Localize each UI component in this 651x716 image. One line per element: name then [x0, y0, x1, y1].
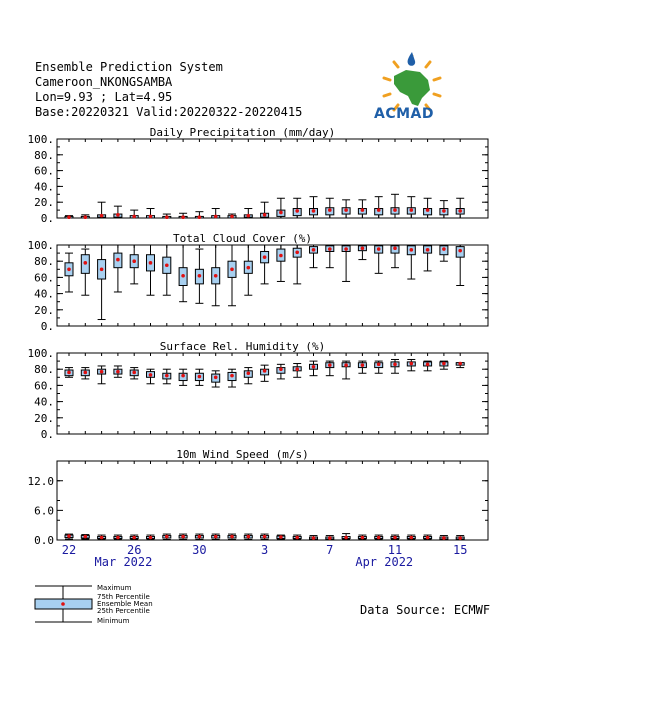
- mean-marker: [312, 365, 316, 369]
- box-day-17: [342, 200, 350, 218]
- box-day-3: [114, 245, 122, 292]
- panel-2: [28, 232, 489, 333]
- box-day-12: [261, 534, 269, 539]
- box-day-18: [358, 535, 366, 539]
- mean-marker: [100, 370, 104, 374]
- box-day-19: [375, 245, 383, 273]
- box-day-1: [81, 249, 89, 295]
- box-day-19: [375, 535, 383, 539]
- mean-marker: [328, 536, 332, 540]
- mean-marker: [393, 246, 397, 250]
- box-day-22: [424, 535, 432, 539]
- mean-marker: [181, 535, 185, 539]
- y-tick-label: 40.: [34, 180, 54, 194]
- y-tick-label: 0.0: [34, 534, 54, 547]
- y-tick-label: 80.: [34, 255, 54, 269]
- box-day-10: [228, 214, 236, 218]
- x-tick-label: 11: [387, 543, 403, 557]
- x-tick-label: 30: [192, 543, 207, 557]
- box-day-14: [293, 535, 301, 539]
- box-day-12: [261, 202, 269, 218]
- mean-marker: [149, 373, 153, 377]
- mean-marker: [247, 371, 251, 375]
- box-day-5: [147, 369, 155, 384]
- mean-marker: [100, 536, 104, 540]
- mean-marker: [279, 254, 283, 258]
- box-day-22: [424, 245, 432, 271]
- mean-marker: [67, 268, 71, 272]
- x-tick-label: 7: [326, 543, 334, 557]
- mean-marker: [116, 536, 120, 540]
- box-day-7: [179, 245, 187, 302]
- mean-marker: [328, 247, 332, 251]
- panel-4: [28, 448, 489, 547]
- mean-marker: [181, 374, 185, 378]
- box-day-11: [244, 245, 252, 295]
- box-day-17: [342, 245, 350, 281]
- box-day-0: [65, 253, 73, 292]
- mean-marker: [132, 371, 136, 375]
- mean-marker: [361, 246, 365, 250]
- box-day-18: [358, 200, 366, 218]
- y-tick-label: 80.: [34, 148, 54, 162]
- y-tick-label: 20.: [34, 303, 54, 317]
- panel-3: [28, 340, 489, 441]
- box-day-16: [326, 245, 334, 268]
- mean-marker: [198, 375, 202, 379]
- box-day-21: [407, 245, 415, 279]
- box-day-0: [65, 534, 73, 539]
- box-day-15: [310, 536, 318, 540]
- box-day-9: [212, 371, 220, 387]
- x-tick-label: 15: [452, 543, 468, 557]
- box-day-23: [440, 201, 448, 218]
- mean-marker: [198, 274, 202, 278]
- mean-marker: [328, 363, 332, 367]
- mean-marker: [442, 247, 446, 251]
- month-label: Apr 2022: [355, 555, 414, 569]
- box-day-3: [114, 535, 122, 539]
- mean-marker: [116, 213, 120, 217]
- mean-marker: [393, 363, 397, 367]
- box-day-16: [326, 198, 334, 218]
- mean-marker: [442, 536, 446, 540]
- box-day-5: [147, 245, 155, 295]
- mean-marker: [458, 209, 462, 213]
- y-tick-label: 60.: [34, 379, 54, 393]
- x-tick-label: 22: [61, 543, 77, 557]
- mean-marker: [361, 208, 365, 212]
- mean-marker: [458, 362, 462, 366]
- box-day-4: [130, 535, 138, 539]
- box-day-9: [212, 534, 220, 539]
- mean-marker: [295, 209, 299, 213]
- box-day-2: [98, 366, 106, 384]
- mean-marker: [116, 258, 120, 262]
- box-day-0: [65, 215, 73, 219]
- box-day-2: [98, 535, 106, 539]
- mean-marker: [426, 208, 430, 212]
- y-tick-label: 100.: [27, 239, 54, 252]
- box-day-10: [228, 534, 236, 539]
- y-tick-label: 40.: [34, 395, 54, 409]
- box-day-1: [81, 535, 89, 539]
- mean-marker: [328, 208, 332, 212]
- box-day-16: [326, 361, 334, 376]
- box-day-20: [391, 194, 399, 218]
- mean-marker: [426, 536, 430, 540]
- mean-marker: [410, 208, 414, 212]
- box-day-24: [456, 536, 464, 540]
- box-day-21: [407, 359, 415, 370]
- header-station: Cameroon_NKONGSAMBA: [35, 75, 173, 89]
- mean-marker: [181, 274, 185, 278]
- mean-marker: [149, 215, 153, 219]
- data-source: Data Source: ECMWF: [360, 603, 491, 617]
- mean-marker: [230, 374, 234, 378]
- y-tick-label: 0.: [40, 320, 54, 333]
- mean-marker: [344, 363, 348, 367]
- mean-marker: [295, 250, 299, 254]
- y-tick-label: 100.: [27, 133, 54, 146]
- box-day-1: [81, 368, 89, 379]
- mean-marker: [458, 249, 462, 253]
- mean-marker: [393, 208, 397, 212]
- legend-max-label: Maximum: [97, 584, 132, 592]
- box-day-6: [163, 534, 171, 539]
- box-day-4: [130, 210, 138, 218]
- legend-min-label: Minimum: [97, 617, 130, 625]
- box-day-2: [98, 202, 106, 218]
- mean-marker: [458, 536, 462, 540]
- mean-marker: [149, 536, 153, 540]
- box-day-17: [342, 534, 350, 540]
- month-label: Mar 2022: [94, 555, 153, 569]
- mean-marker: [116, 370, 120, 374]
- mean-marker: [344, 536, 348, 540]
- box-day-6: [163, 369, 171, 384]
- box-day-9: [212, 245, 220, 306]
- box-day-5: [147, 535, 155, 539]
- legend-p25-label: 25th Percentile: [97, 607, 150, 615]
- mean-marker: [84, 535, 88, 539]
- panel-title: Total Cloud Cover (%): [172, 232, 313, 245]
- mean-marker: [230, 215, 234, 219]
- mean-marker: [247, 266, 251, 270]
- mean-marker: [132, 536, 136, 540]
- mean-marker: [214, 376, 218, 380]
- box-day-18: [358, 245, 366, 260]
- acmad-logo-text: ACMAD: [374, 106, 434, 122]
- mean-marker: [132, 215, 136, 219]
- mean-marker: [295, 536, 299, 540]
- mean-marker: [84, 261, 88, 265]
- box-day-2: [98, 245, 106, 320]
- mean-marker: [132, 259, 136, 263]
- mean-marker: [312, 536, 316, 540]
- panel-frame: [57, 461, 488, 540]
- mean-marker: [426, 248, 430, 252]
- y-tick-label: 12.0: [27, 474, 54, 488]
- box-day-6: [163, 245, 171, 295]
- box-day-17: [342, 361, 350, 379]
- box-day-8: [195, 249, 203, 303]
- y-tick-label: 80.: [34, 363, 54, 377]
- mean-marker: [442, 209, 446, 213]
- box-day-18: [358, 361, 366, 373]
- y-tick-label: 0.: [40, 428, 54, 441]
- box-day-13: [277, 198, 285, 218]
- mean-marker: [84, 215, 88, 219]
- mean-marker: [67, 534, 71, 538]
- box-day-24: [456, 198, 464, 218]
- box-day-12: [261, 245, 269, 284]
- mean-marker: [377, 247, 381, 251]
- y-tick-label: 60.: [34, 271, 54, 285]
- y-tick-label: 40.: [34, 287, 54, 301]
- y-tick-label: 6.0: [34, 504, 54, 518]
- box-day-11: [244, 534, 252, 539]
- box-day-1: [81, 215, 89, 219]
- box-day-8: [195, 212, 203, 219]
- mean-marker: [214, 274, 218, 278]
- box-day-15: [310, 197, 318, 218]
- mean-marker: [149, 261, 153, 265]
- mean-marker: [279, 535, 283, 539]
- mean-marker: [247, 535, 251, 539]
- header-coords: Lon=9.93 ; Lat=4.95: [35, 90, 173, 104]
- box-day-5: [147, 209, 155, 219]
- legend-mean-marker: [61, 602, 65, 606]
- box-day-13: [277, 535, 285, 539]
- mean-marker: [165, 215, 169, 219]
- mean-marker: [198, 215, 202, 219]
- box-day-11: [244, 368, 252, 384]
- mean-marker: [312, 209, 316, 213]
- box-day-23: [440, 536, 448, 540]
- box-day-15: [310, 361, 318, 376]
- mean-marker: [426, 363, 430, 367]
- mean-marker: [410, 536, 414, 540]
- mean-marker: [84, 371, 88, 375]
- mean-marker: [100, 214, 104, 218]
- mean-marker: [198, 535, 202, 539]
- y-tick-label: 20.: [34, 196, 54, 210]
- panel-title: 10m Wind Speed (m/s): [176, 448, 309, 461]
- header-system: Ensemble Prediction System: [35, 60, 223, 74]
- box-day-22: [424, 361, 432, 371]
- box-day-13: [277, 245, 285, 281]
- mean-marker: [410, 248, 414, 252]
- legend: [35, 586, 92, 622]
- mean-marker: [361, 363, 365, 367]
- box-day-24: [456, 245, 464, 286]
- box-day-8: [195, 369, 203, 385]
- mean-marker: [279, 211, 283, 215]
- mean-marker: [295, 367, 299, 371]
- mean-marker: [393, 536, 397, 540]
- box-day-15: [310, 245, 318, 268]
- mean-marker: [214, 535, 218, 539]
- box-day-4: [130, 368, 138, 379]
- box-day-12: [261, 365, 269, 381]
- panel-title: Surface Rel. Humidity (%): [159, 340, 326, 353]
- mean-marker: [67, 371, 71, 375]
- x-tick-label: 26: [126, 543, 142, 557]
- box-day-10: [228, 369, 236, 387]
- mean-marker: [247, 214, 251, 218]
- box-day-16: [326, 536, 334, 540]
- mean-marker: [442, 362, 446, 366]
- box-day-14: [293, 364, 301, 378]
- mean-marker: [181, 215, 185, 219]
- box-day-22: [424, 198, 432, 218]
- box-day-3: [114, 366, 122, 377]
- mean-marker: [230, 535, 234, 539]
- mean-marker: [344, 208, 348, 212]
- y-tick-label: 20.: [34, 411, 54, 425]
- mean-marker: [263, 369, 267, 373]
- box-day-8: [195, 534, 203, 539]
- mean-marker: [410, 362, 414, 366]
- box-day-21: [407, 197, 415, 218]
- box-day-20: [391, 535, 399, 539]
- box-day-20: [391, 359, 399, 373]
- box-day-6: [163, 214, 171, 219]
- box-day-9: [212, 209, 220, 219]
- header-dates: Base:20220321 Valid:20220322-20220415: [35, 105, 303, 119]
- mean-marker: [279, 367, 283, 371]
- box-day-13: [277, 364, 285, 379]
- y-tick-label: 0.: [40, 212, 54, 225]
- mean-marker: [165, 535, 169, 539]
- box-day-19: [375, 361, 383, 373]
- mean-marker: [100, 268, 104, 272]
- x-tick-label: 3: [260, 543, 269, 557]
- legend-mean-label: Ensemble Mean: [97, 600, 153, 608]
- box-day-11: [244, 209, 252, 218]
- mean-marker: [377, 536, 381, 540]
- box-day-24: [456, 362, 464, 368]
- box-day-7: [179, 534, 187, 539]
- box-day-7: [179, 369, 187, 385]
- box-day-19: [375, 197, 383, 218]
- box-day-14: [293, 245, 301, 284]
- mean-marker: [263, 535, 267, 539]
- mean-marker: [312, 248, 316, 252]
- box-day-23: [440, 245, 448, 261]
- box-day-20: [391, 245, 399, 268]
- box-day-23: [440, 361, 448, 369]
- box-day-4: [130, 245, 138, 284]
- mean-marker: [165, 263, 169, 267]
- mean-marker: [361, 536, 365, 540]
- mean-marker: [230, 268, 234, 272]
- y-tick-label: 100.: [27, 347, 54, 360]
- mean-marker: [165, 374, 169, 378]
- legend-p75-label: 75th Percentile: [97, 593, 150, 601]
- mean-marker: [377, 208, 381, 212]
- panel-title: Daily Precipitation (mm/day): [149, 126, 336, 139]
- box-day-3: [114, 206, 122, 218]
- mean-marker: [377, 363, 381, 367]
- box-day-10: [228, 245, 236, 306]
- mean-marker: [344, 247, 348, 251]
- box-day-0: [65, 368, 73, 378]
- box-day-7: [179, 213, 187, 219]
- mean-marker: [214, 215, 218, 219]
- panel-1: [28, 126, 489, 225]
- mean-marker: [263, 213, 267, 217]
- box-day-21: [407, 535, 415, 539]
- mean-marker: [67, 215, 71, 219]
- mean-marker: [263, 255, 267, 259]
- y-tick-label: 60.: [34, 164, 54, 178]
- box-day-14: [293, 198, 301, 218]
